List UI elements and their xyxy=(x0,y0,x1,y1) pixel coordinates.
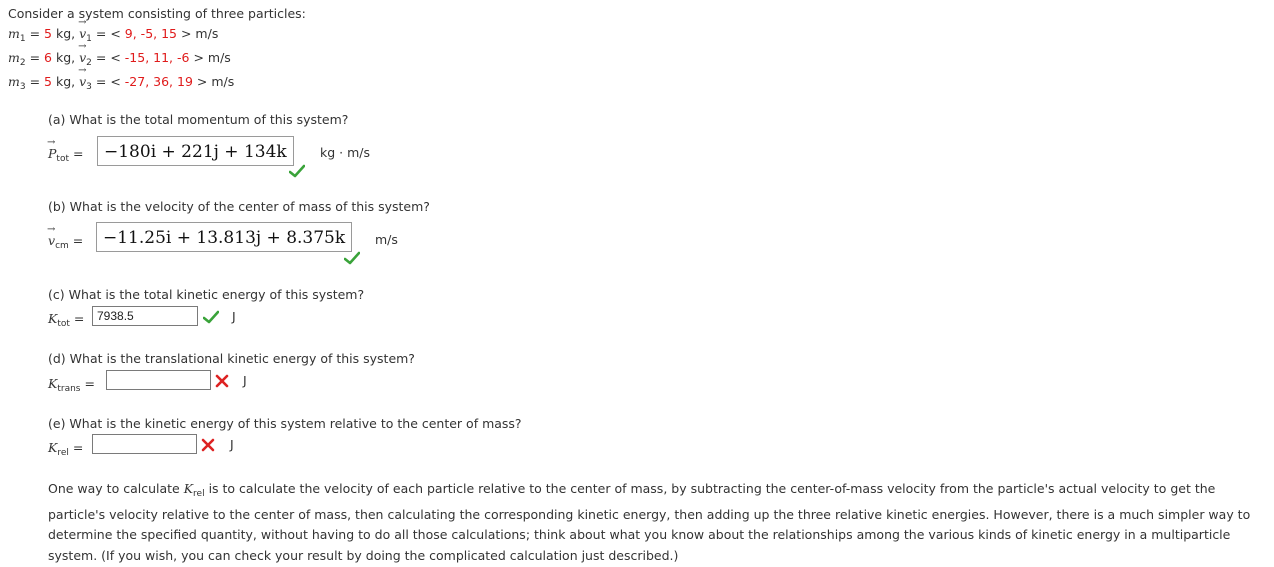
intro-text: Consider a system consisting of three particles: xyxy=(8,6,306,21)
velocity-values: -27, 36, 19 xyxy=(124,74,193,89)
check-icon xyxy=(344,251,360,265)
velocity-subscript: 2 xyxy=(86,58,92,68)
mass-value: 6 xyxy=(44,50,52,65)
momentum-symbol: → P xyxy=(48,146,56,161)
part-e-unit: J xyxy=(230,437,234,452)
velocity-subscript: 1 xyxy=(86,34,92,44)
particle-2-line: $m_2 = 6$ kg, → $v_2$ = < -15, 11, -6 > m/s xyxy=(8,50,231,68)
equals: = xyxy=(84,376,95,391)
part-c-label xyxy=(48,311,84,329)
velocity-cm-symbol: → v xyxy=(48,233,55,248)
part-b-unit: m/s xyxy=(375,232,398,247)
equals: = xyxy=(72,233,84,248)
hint-post: is to calculate the velocity of each particle relative to the center of mass, by subtracting the center-of-mass velocity from the particle's actual velocity to get the particle's velocity relative to the center of mass, then calculating the corresponding kinetic energy, then adding up the three relative kinetic energies. However, there is a much simpler way to determine the specified quantity, without having to do all those calculations; think about what you know about the relationships among the various kinds of kinetic energy in a multiparticle system. (If you wish, you can check your result by doing the complicated calculation just described.) xyxy=(48,481,1251,563)
mass-symbol: m xyxy=(8,26,20,41)
part-d-unit: J xyxy=(243,373,247,388)
hint-symbol: K xyxy=(183,481,194,496)
vector-close: > m/s xyxy=(180,26,219,41)
part-e-answer-box[interactable] xyxy=(92,434,197,454)
part-d-question: (d) What is the translational kinetic energy of this system? xyxy=(48,351,415,366)
part-c-question: (c) What is the total kinetic energy of this system? xyxy=(48,287,365,302)
mass-value: 5 xyxy=(44,74,52,89)
vector-open: = < xyxy=(95,74,121,89)
mass-unit: kg, xyxy=(55,26,76,41)
part-b-label xyxy=(48,233,83,251)
part-a-question: (a) What is the total momentum of this system? xyxy=(48,112,349,127)
part-e-label xyxy=(48,440,83,458)
mass-symbol: m xyxy=(8,74,20,89)
hint-paragraph xyxy=(48,479,1268,566)
part-d-label xyxy=(48,376,95,394)
part-b-answer-box[interactable]: −11.25i + 13.813j + 8.375k xyxy=(96,222,352,252)
velocity-values: -15, 11, -6 xyxy=(124,50,190,65)
part-a-answer-box[interactable]: −180i + 221j + 134k xyxy=(97,136,294,166)
velocity-values: 9, -5, 15 xyxy=(124,26,177,41)
vector-open: = < xyxy=(95,50,121,65)
ke-subscript: trans xyxy=(57,384,81,394)
ke-symbol: K xyxy=(48,311,58,326)
vector-open: = < xyxy=(95,26,121,41)
cross-icon xyxy=(201,438,215,452)
hint-subscript: rel xyxy=(193,489,205,499)
ke-subscript: rel xyxy=(57,448,69,458)
part-b-question: (b) What is the velocity of the center of mass of this system? xyxy=(48,199,430,214)
part-c-unit: J xyxy=(232,309,236,324)
particle-1-line: $m_1 = 5$ kg, → $v_1$ = < 9, -5, 15 > m/s xyxy=(8,26,218,44)
velocity-symbol: → v xyxy=(79,74,86,89)
mass-unit: kg, xyxy=(55,50,76,65)
ke-symbol: K xyxy=(48,440,58,455)
vector-close: > m/s xyxy=(196,74,235,89)
mass-unit: kg, xyxy=(55,74,76,89)
ke-symbol: K xyxy=(48,376,58,391)
particle-3-line: $m_3 = 5$ kg, → $v_3$ = < -27, 36, 19 > m/s xyxy=(8,74,234,92)
momentum-subscript: tot xyxy=(56,154,69,164)
velocity-symbol: → v xyxy=(79,26,86,41)
hint-pre: One way to calculate xyxy=(48,481,184,496)
check-icon xyxy=(289,164,305,178)
vector-close: > m/s xyxy=(193,50,231,65)
equals: = xyxy=(73,311,85,326)
velocity-symbol: → v xyxy=(79,50,86,65)
mass-subscript: 2 xyxy=(19,58,26,68)
mass-subscript: 1 xyxy=(19,34,26,44)
velocity-cm-subscript: cm xyxy=(55,241,69,251)
part-a-label xyxy=(48,146,83,164)
mass-value: 5 xyxy=(44,26,52,41)
part-e-question: (e) What is the kinetic energy of this system relative to the center of mass? xyxy=(48,416,522,431)
velocity-subscript: 3 xyxy=(86,82,92,92)
mass-subscript: 3 xyxy=(19,82,26,92)
part-d-answer-box[interactable] xyxy=(106,370,211,390)
part-c-answer-box[interactable]: 7938.5 xyxy=(92,306,198,326)
part-a-unit: kg · m/s xyxy=(320,145,370,160)
cross-icon xyxy=(215,374,229,388)
check-icon xyxy=(203,310,219,324)
equals: = xyxy=(72,146,84,161)
mass-symbol: m xyxy=(8,50,20,65)
equals: = xyxy=(72,440,84,455)
ke-subscript: tot xyxy=(57,319,70,329)
